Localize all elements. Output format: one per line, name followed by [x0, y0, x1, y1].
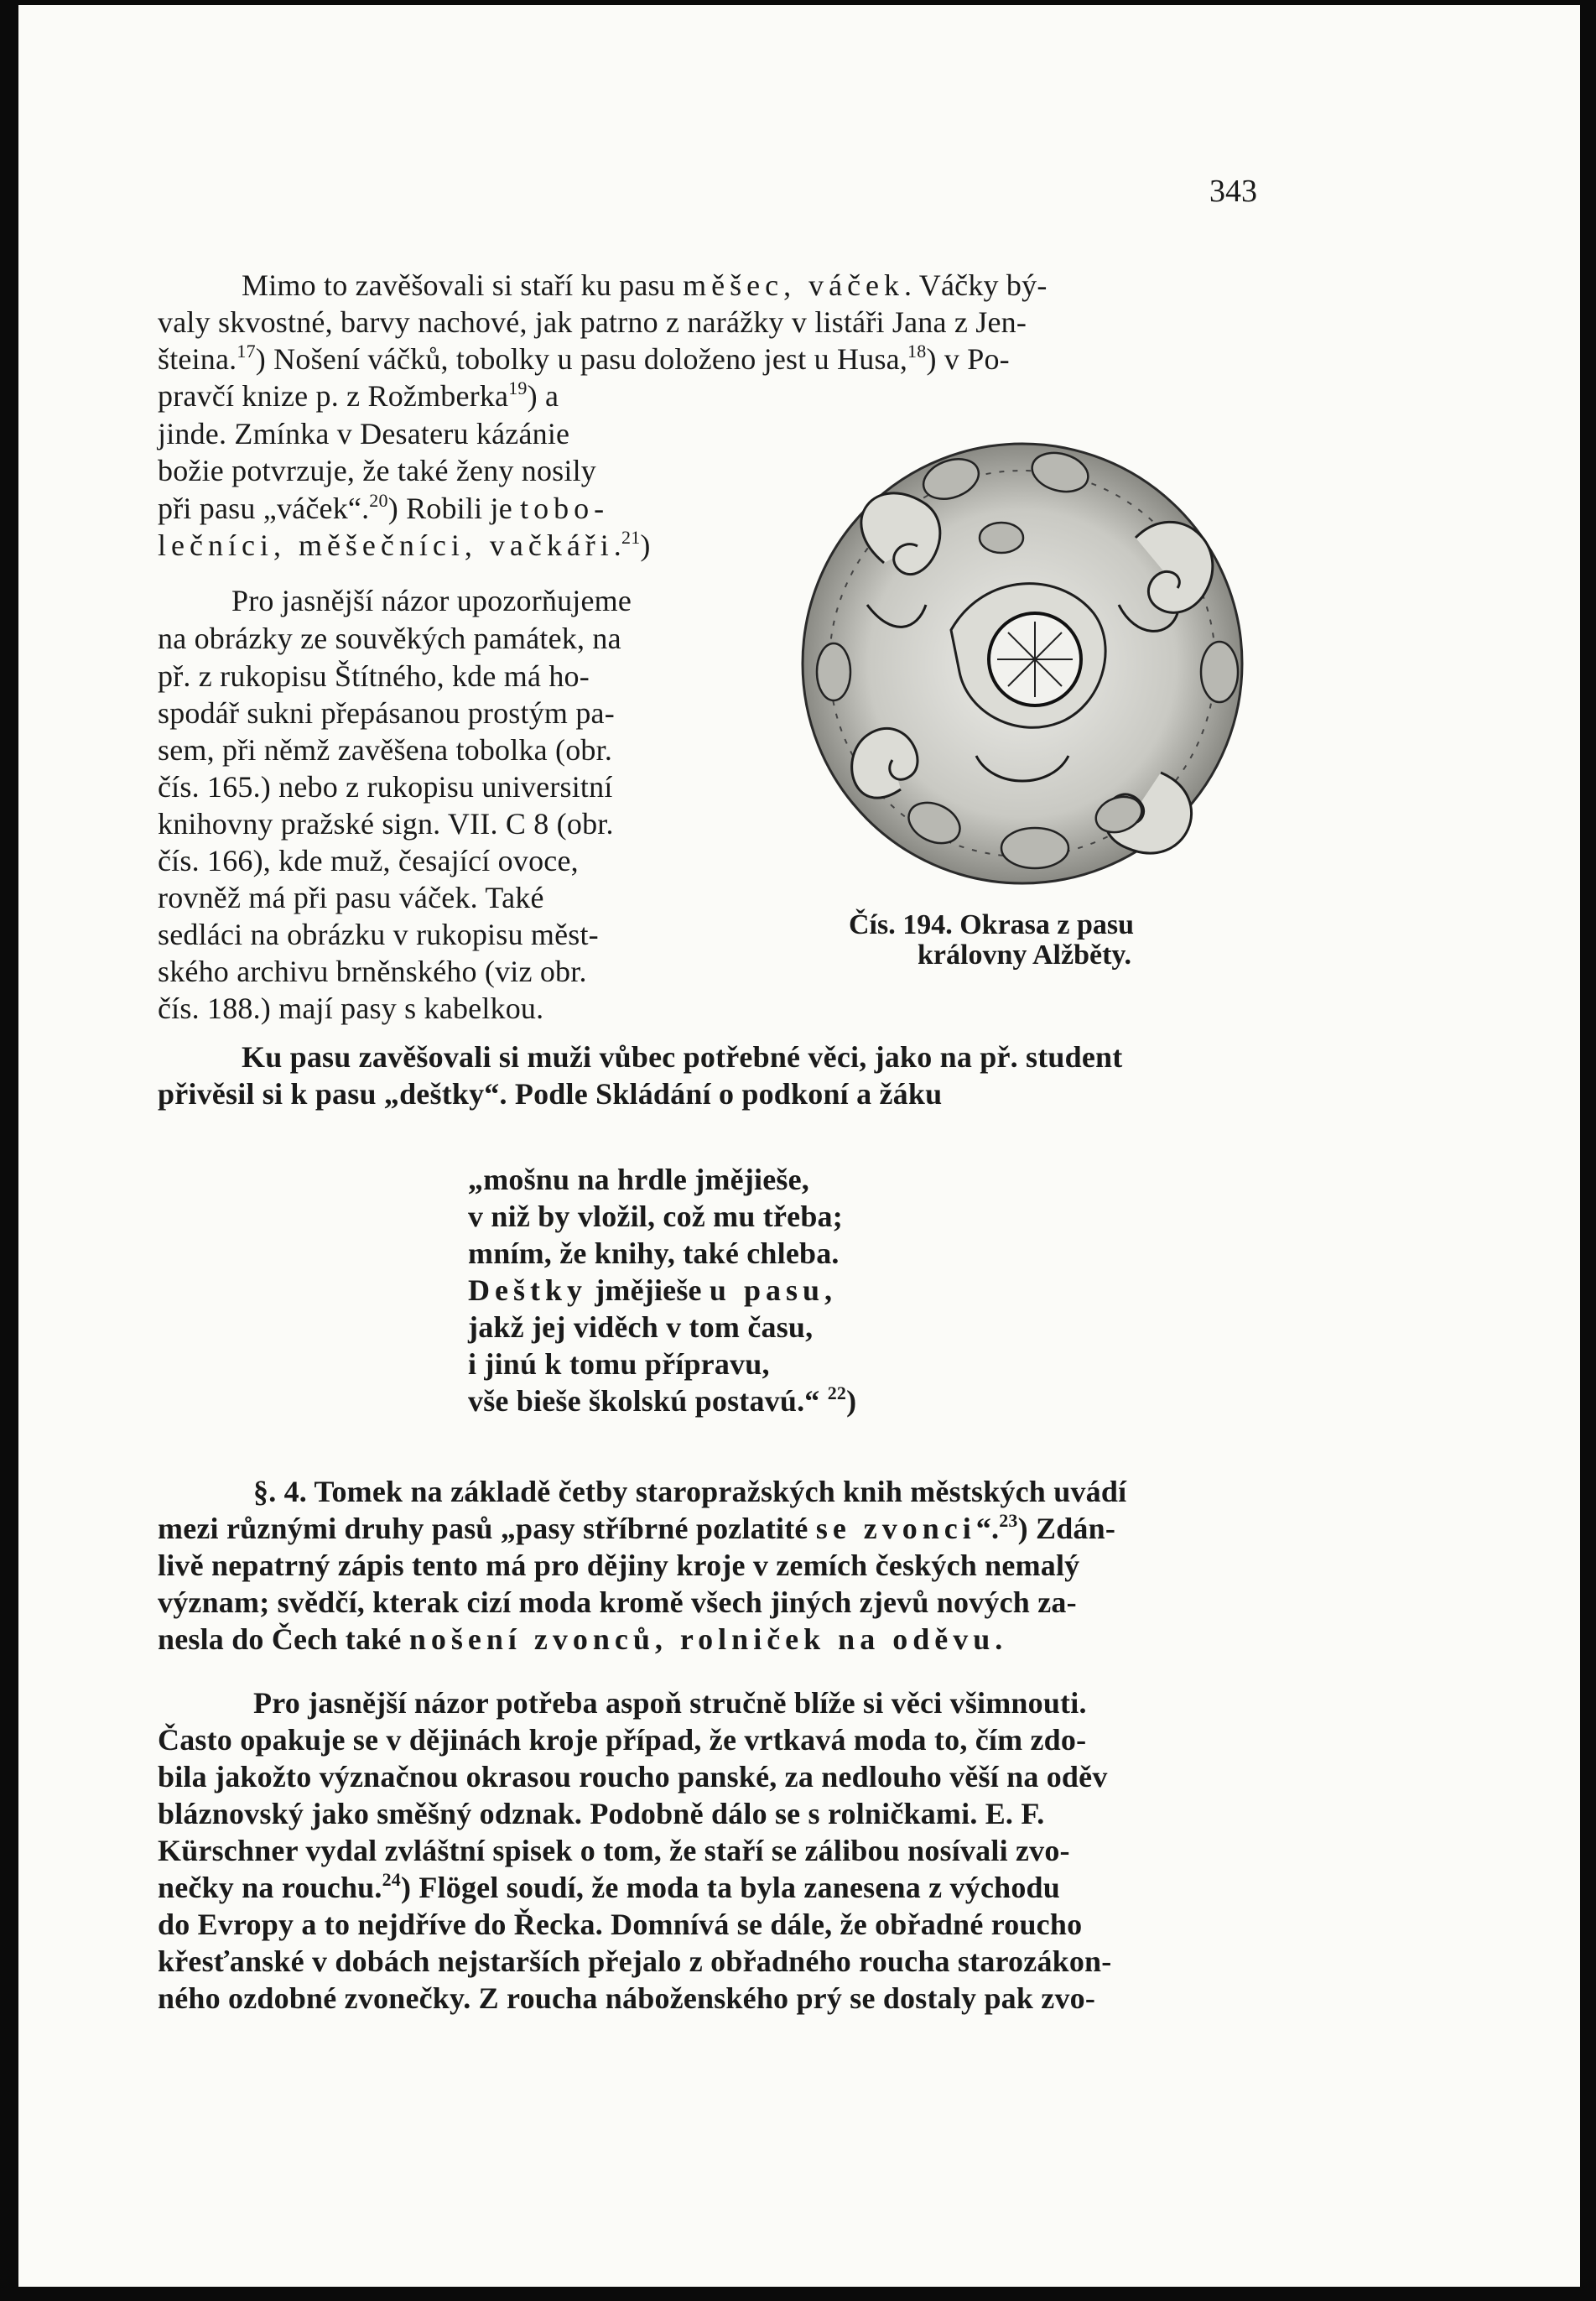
- text-line: přivěsil si k pasu „deštky“. Podle Skládání o podkoní a žáku: [158, 1077, 943, 1111]
- text-line: šteina.$^{17}$) Nošení váčků, tobolky u pasu doloženo jest u Husa,$^{18}$) v Po-: [158, 341, 1010, 376]
- text-line: Kürschner vydal zvláštní spisek o tom, že staří se zálibou nosívali zvo-: [158, 1834, 1070, 1867]
- text-line: čís. 188.) mají pasy s kabelkou.: [158, 992, 544, 1025]
- text-line: nečky na rouchu.$^{24}$) Flögel soudí, že moda ta byla zanesena z východu: [158, 1869, 1061, 1904]
- page-number: 343: [1209, 174, 1257, 209]
- poem-line: jakž jej viděch v tom času,: [468, 1310, 814, 1344]
- ornament-illustration: [783, 420, 1261, 907]
- footnote-ref: 19: [508, 377, 528, 398]
- text-line: bláznovský jako směšný odznak. Podobně dálo se s rolničkami. E. F.: [158, 1797, 1045, 1830]
- text-line: na obrázky ze souvěkých památek, na: [158, 622, 621, 655]
- text-line: mezi různými druhy pasů „pasy stříbrné pozlatité se zvonci“.$^{23}$) Zdán-: [158, 1510, 1116, 1545]
- text-line: sem, při němž zavěšena tobolka (obr.: [158, 733, 613, 767]
- footnote-ref: 21: [621, 527, 641, 548]
- text-line: Často opakuje se v dějinách kroje případ, že vrtkavá moda to, čím zdo-: [158, 1723, 1087, 1757]
- footnote-ref: 23: [999, 1510, 1018, 1531]
- figure-caption: královny Alžběty.: [918, 940, 1132, 971]
- text-line: čís. 165.) nebo z rukopisu universitní: [158, 770, 613, 804]
- text-line: sedláci na obrázku v rukopisu měst-: [158, 918, 599, 951]
- text-line: rovněž má při pasu váček. Také: [158, 881, 544, 914]
- text-line: ného ozdobné zvonečky. Z roucha náboženského prý se dostaly pak zvo-: [158, 1981, 1096, 2015]
- text-line: livě nepatrný zápis tento má pro dějiny kroje v zemích českých nemalý: [158, 1549, 1080, 1582]
- footnote-ref: 24: [382, 1869, 401, 1890]
- text-line: jinde. Zmínka v Desateru kázánie: [158, 417, 570, 450]
- text-line: do Evropy a to nejdříve do Řecka. Domnívá se dále, že obřadné roucho: [158, 1908, 1083, 1941]
- text-line: knihovny pražské sign. VII. C 8 (obr.: [158, 807, 614, 841]
- text-line: ského archivu brněnského (viz obr.: [158, 955, 587, 988]
- text-line: př. z rukopisu Štítného, kde má ho-: [158, 659, 590, 693]
- text-line: pravčí knize p. z Rožmberka$^{19}$) a: [158, 377, 559, 413]
- text-line: Pro jasnější názor potřeba aspoň stručně blíže si věci všimnouti.: [253, 1686, 1087, 1720]
- text-line: křesťanské v dobách nejstarších přejalo z obřadného roucha starozákon-: [158, 1944, 1112, 1978]
- text-line: §. 4. Tomek na základě četby staropražských knih městských uvádí: [253, 1475, 1127, 1508]
- poem-line: i jinú k tomu přípravu,: [468, 1347, 770, 1381]
- poem-line: „mošnu na hrdle jmějieše,: [468, 1163, 809, 1196]
- poem-line: v niž by vložil, což mu třeba;: [468, 1200, 843, 1233]
- text-line: čís. 166), kde muž, česající ovoce,: [158, 844, 579, 877]
- footnote-ref: 18: [907, 341, 927, 362]
- footnote-ref: 20: [369, 490, 388, 511]
- text-line: valy skvostné, barvy nachové, jak patrno z narážky v listáři Jana z Jen-: [158, 305, 1027, 339]
- poem-line: mním, že knihy, také chleba.: [468, 1236, 840, 1270]
- text-line: spodář sukni přepásanou prostým pa-: [158, 696, 615, 730]
- text-line: Pro jasnější názor upozorňujeme: [231, 584, 632, 617]
- footnote-ref: 17: [237, 341, 256, 362]
- figure-caption: Čís. 194. Okrasa z pasu: [849, 909, 1135, 940]
- text-line: Mimo to zavěšovali si staří ku pasu měšec, váček. Váčky bý-: [242, 268, 1048, 302]
- poem-line: Deštky jmějieše u pasu,: [468, 1273, 837, 1307]
- text-line: Ku pasu zavěšovali si muži vůbec potřebné věci, jako na př. student: [242, 1040, 1123, 1074]
- text-line: lečníci, měšečníci, vačkáři.$^{21}$): [158, 527, 651, 562]
- text-line: při pasu „váček“.$^{20}$) Robili je tobo-: [158, 490, 610, 525]
- poem-line: vše bieše školskú postavú.“ $^{22}$): [468, 1382, 857, 1418]
- text-line: význam; svědčí, kterak cizí moda kromě všech jiných zjevů nových za-: [158, 1585, 1077, 1619]
- scanned-page: [18, 5, 1580, 2287]
- text-line: bila jakožto význačnou okrasou roucho panské, za nedlouho věší na oděv: [158, 1760, 1108, 1793]
- text-line: nesla do Čech také nošení zvonců, rolniček na oděvu.: [158, 1622, 1003, 1656]
- text-line: božie potvrzuje, že také ženy nosily: [158, 454, 596, 487]
- footnote-ref: 22: [827, 1382, 847, 1403]
